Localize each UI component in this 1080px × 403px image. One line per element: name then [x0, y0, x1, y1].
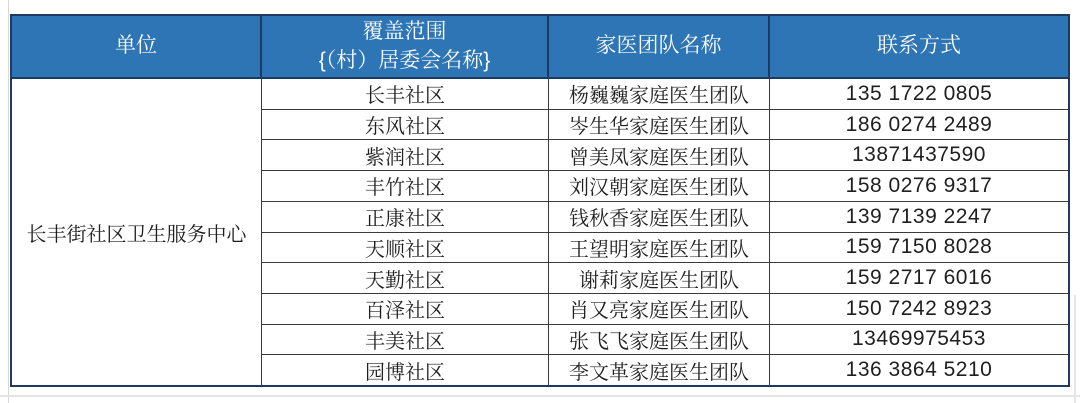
- team-cell: 谢莉家庭医生团队: [549, 263, 770, 293]
- team-cell: 杨巍巍家庭医生团队: [549, 79, 770, 109]
- team-cell: 刘汉朝家庭医生团队: [549, 171, 770, 201]
- community-cell: 丰竹社区: [262, 171, 549, 201]
- table-row: [262, 294, 1068, 325]
- table-row: [262, 355, 1068, 385]
- community-cell: 丰美社区: [262, 325, 549, 355]
- table-body: [12, 79, 1068, 385]
- header-contact-label: 联系方式: [877, 34, 961, 58]
- table-header-row: [12, 16, 1068, 79]
- team-cell: 钱秋香家庭医生团队: [549, 202, 770, 232]
- table-row: [262, 79, 1068, 110]
- phone-cell: 135 1722 0805: [845, 81, 993, 105]
- header-coverage-line2: {（村）居委会名称}: [318, 48, 491, 72]
- team-cell: 张飞飞家庭医生团队: [549, 325, 770, 355]
- community-cell: 百泽社区: [262, 294, 549, 324]
- team-cell: 肖又亮家庭医生团队: [549, 294, 770, 324]
- community-cell: 东风社区: [262, 110, 549, 140]
- container-edge-left-line: [8, 0, 9, 403]
- community-cell: 长丰社区: [262, 79, 549, 109]
- phone-cell: 159 2717 6016: [845, 266, 993, 290]
- container-edge-right-line: [1074, 295, 1076, 403]
- phone-cell: 13469975453: [852, 327, 986, 351]
- table-row: [262, 325, 1068, 356]
- header-unit: [12, 16, 262, 77]
- header-coverage: [262, 16, 549, 77]
- phone-cell: 139 7139 2247: [845, 204, 993, 228]
- phone-cell: 159 7150 8028: [845, 235, 993, 259]
- table-rows: [262, 79, 1068, 385]
- phone-cell: 13871437590: [852, 143, 986, 167]
- table-row: [262, 202, 1068, 233]
- container-edge-bottom-line: [0, 395, 1080, 397]
- header-unit-label: 单位: [115, 34, 157, 58]
- community-cell: 天顺社区: [262, 233, 549, 263]
- community-cell: 紫润社区: [262, 140, 549, 170]
- community-cell: 正康社区: [262, 202, 549, 232]
- table-row: [262, 110, 1068, 141]
- team-cell: 岑生华家庭医生团队: [549, 110, 770, 140]
- phone-cell: 150 7242 8923: [845, 296, 993, 320]
- community-cell: 天勤社区: [262, 263, 549, 293]
- header-coverage-line1: 覆盖范围: [362, 20, 447, 44]
- table-row: [262, 263, 1068, 294]
- phone-cell: 158 0276 9317: [845, 173, 993, 197]
- table-row: [262, 140, 1068, 171]
- unit-cell: 长丰街社区卫生服务中心: [12, 79, 262, 385]
- family-doctor-teams-table: [10, 14, 1070, 387]
- header-team-label: 家医团队名称: [595, 34, 722, 58]
- team-cell: 李文革家庭医生团队: [549, 355, 770, 385]
- phone-cell: 136 3864 5210: [845, 358, 993, 382]
- table-row: [262, 233, 1068, 264]
- table-row: [262, 171, 1068, 202]
- team-cell: 王望明家庭医生团队: [549, 233, 770, 263]
- phone-cell: 186 0274 2489: [845, 112, 993, 136]
- team-cell: 曾美凤家庭医生团队: [549, 140, 770, 170]
- header-team: [549, 16, 770, 77]
- community-cell: 园博社区: [262, 355, 549, 385]
- header-contact: [770, 16, 1068, 77]
